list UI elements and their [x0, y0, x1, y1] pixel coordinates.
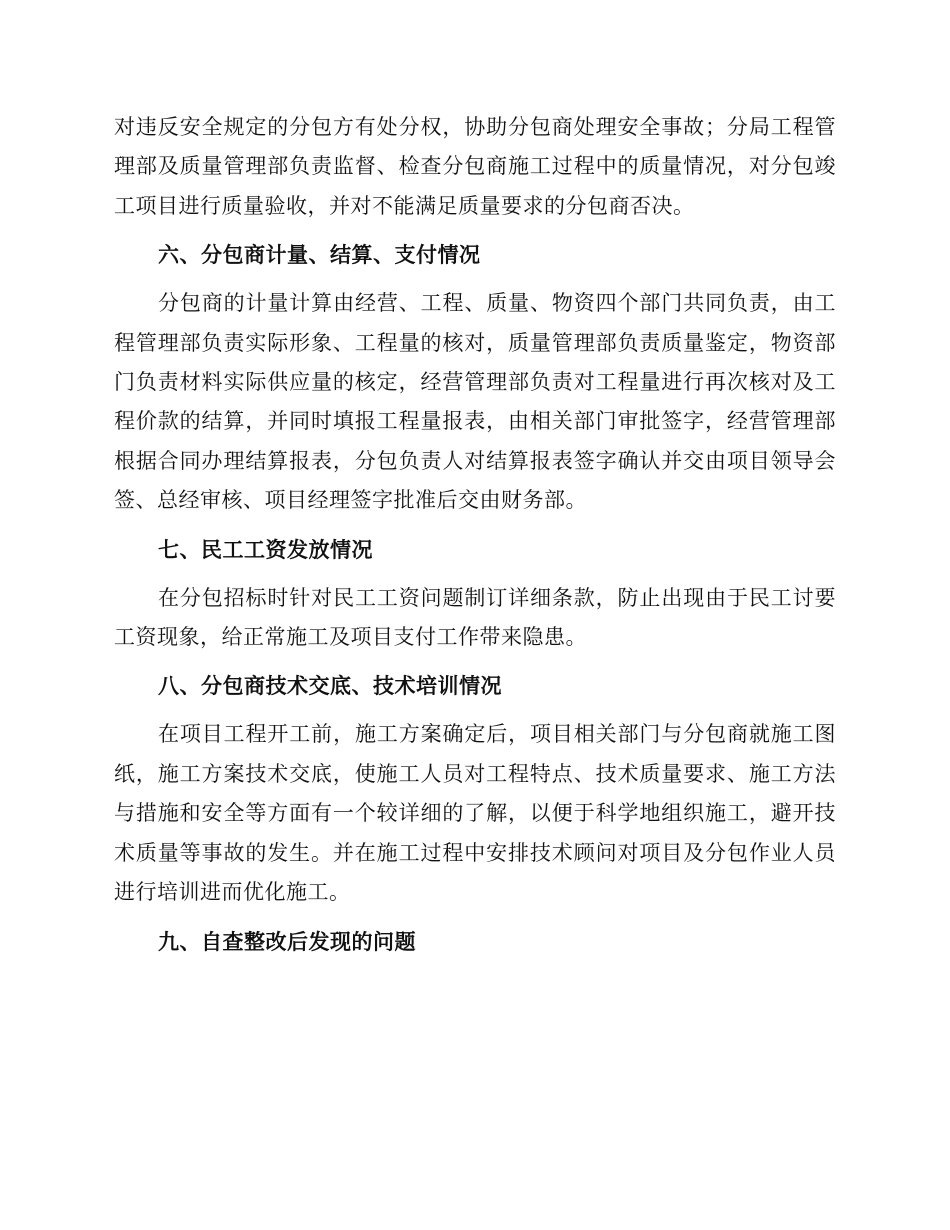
document-body — [114, 108, 836, 962]
section-heading-7: 七、民工工资发放情况 — [158, 537, 373, 562]
paragraph-section-7: 在分包招标时针对民工工资问题制订详细条款，防止出现由于民工讨要工资现象，给正常施工及项目支付工作带来隐患。 — [114, 585, 836, 650]
paragraph-intro: 对违反安全规定的分包方有处分权，协助分包商处理安全事故；分局工程管理部及质量管理部负责监督、检查分包商施工过程中的质量情况，对分包竣工项目进行质量验收，并对不能满足质量要求的分包商否决。 — [114, 115, 836, 218]
section-heading-8: 八、分包商技术交底、技术培训情况 — [158, 674, 502, 699]
paragraph-section-8: 在项目工程开工前，施工方案确定后，项目相关部门与分包商就施工图纸，施工方案技术交底，使施工人员对工程特点、技术质量要求、施工方法与措施和安全等方面有一个较详细的了解，以便于科学地组织施工，避开技术质量等事故的发生。并在施工过程中安排技术顾问对项目及分包作业人员进行培训进而优化施工。 — [114, 722, 836, 905]
section-heading-6: 六、分包商计量、结算、支付情况 — [158, 243, 481, 268]
section-heading-9: 九、自查整改后发现的问题 — [158, 929, 416, 954]
paragraph-section-6: 分包商的计量计算由经营、工程、质量、物资四个部门共同负责，由工程管理部负责实际形象、工程量的核对，质量管理部负责质量鉴定，物资部门负责材料实际供应量的核定，经营管理部负责对工程量进行再次核对及工程价款的结算，并同时填报工程量报表，由相关部门审批签字，经营管理部根据合同办理结算报表，分包负责人对结算报表签字确认并交由项目领导会签、总经审核、项目经理签字批准后交由财务部。 — [114, 291, 836, 513]
